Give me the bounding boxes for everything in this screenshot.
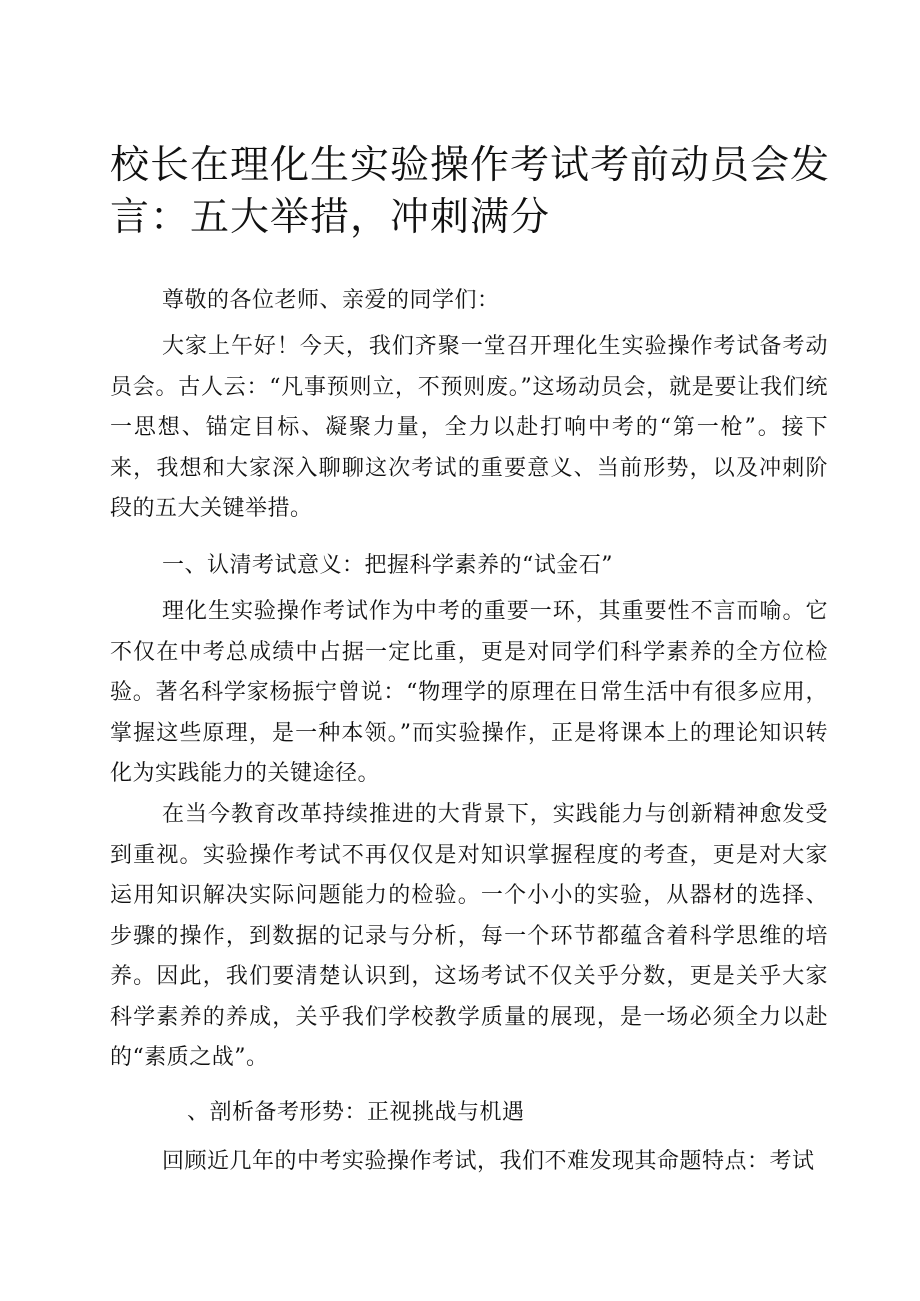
section-heading-2: 、剖析备考形势：正视挑战与机遇 [187, 1100, 525, 1125]
paragraph-significance-2: 在当今教育改革持续推进的大背景下，实践能力与创新精神愈发受到重视。实验操作考试不再仅仅是对知识掌握程度的考查，更是对大家运用知识解决实际问题能力的检验。一个小小的实验，从器材的选择、步骤的操作，到数据的记录与分析，每一个环节都蕴含着科学思维的培养。因此，我们要清楚认识到，这场考试不仅关乎分数，更是关乎大家科学素养的养成，关乎我们学校教学质量的展现，是一场必须全力以赴的“素质之战”。 [110, 802, 828, 1070]
section-heading-1: 一、认清考试意义：把握科学素养的“试金石” [162, 553, 613, 578]
document-title: 校长在理化生实验操作考试考前动员会发言：五大举措，冲刺满分 [110, 143, 831, 240]
salutation: 尊敬的各位老师、亲爱的同学们： [162, 288, 500, 313]
paragraph-significance-1: 理化生实验操作考试作为中考的重要一环，其重要性不言而喻。它不仅在中考总成绩中占据一定比重，更是对同学们科学素养的全方位检验。著名科学家杨振宁曾说：“物理学的原理在日常生活中有很多应用，掌握这些原理，是一种本领。”而实验操作，正是将课本上的理论知识转化为实践能力的关键途径。 [110, 599, 828, 786]
paragraph-situation-1: 回顾近几年的中考实验操作考试，我们不难发现其命题特点：考试 [162, 1149, 815, 1174]
paragraph-intro: 大家上午好！今天，我们齐聚一堂召开理化生实验操作考试备考动员会。古人云：“凡事预则立，不预则废。”这场动员会，就是要让我们统一思想、锚定目标、凝聚力量，全力以赴打响中考的“第一枪”。接下来，我想和大家深入聊聊这次考试的重要意义、当前形势，以及冲刺阶段的五大关键举措。 [110, 334, 828, 521]
